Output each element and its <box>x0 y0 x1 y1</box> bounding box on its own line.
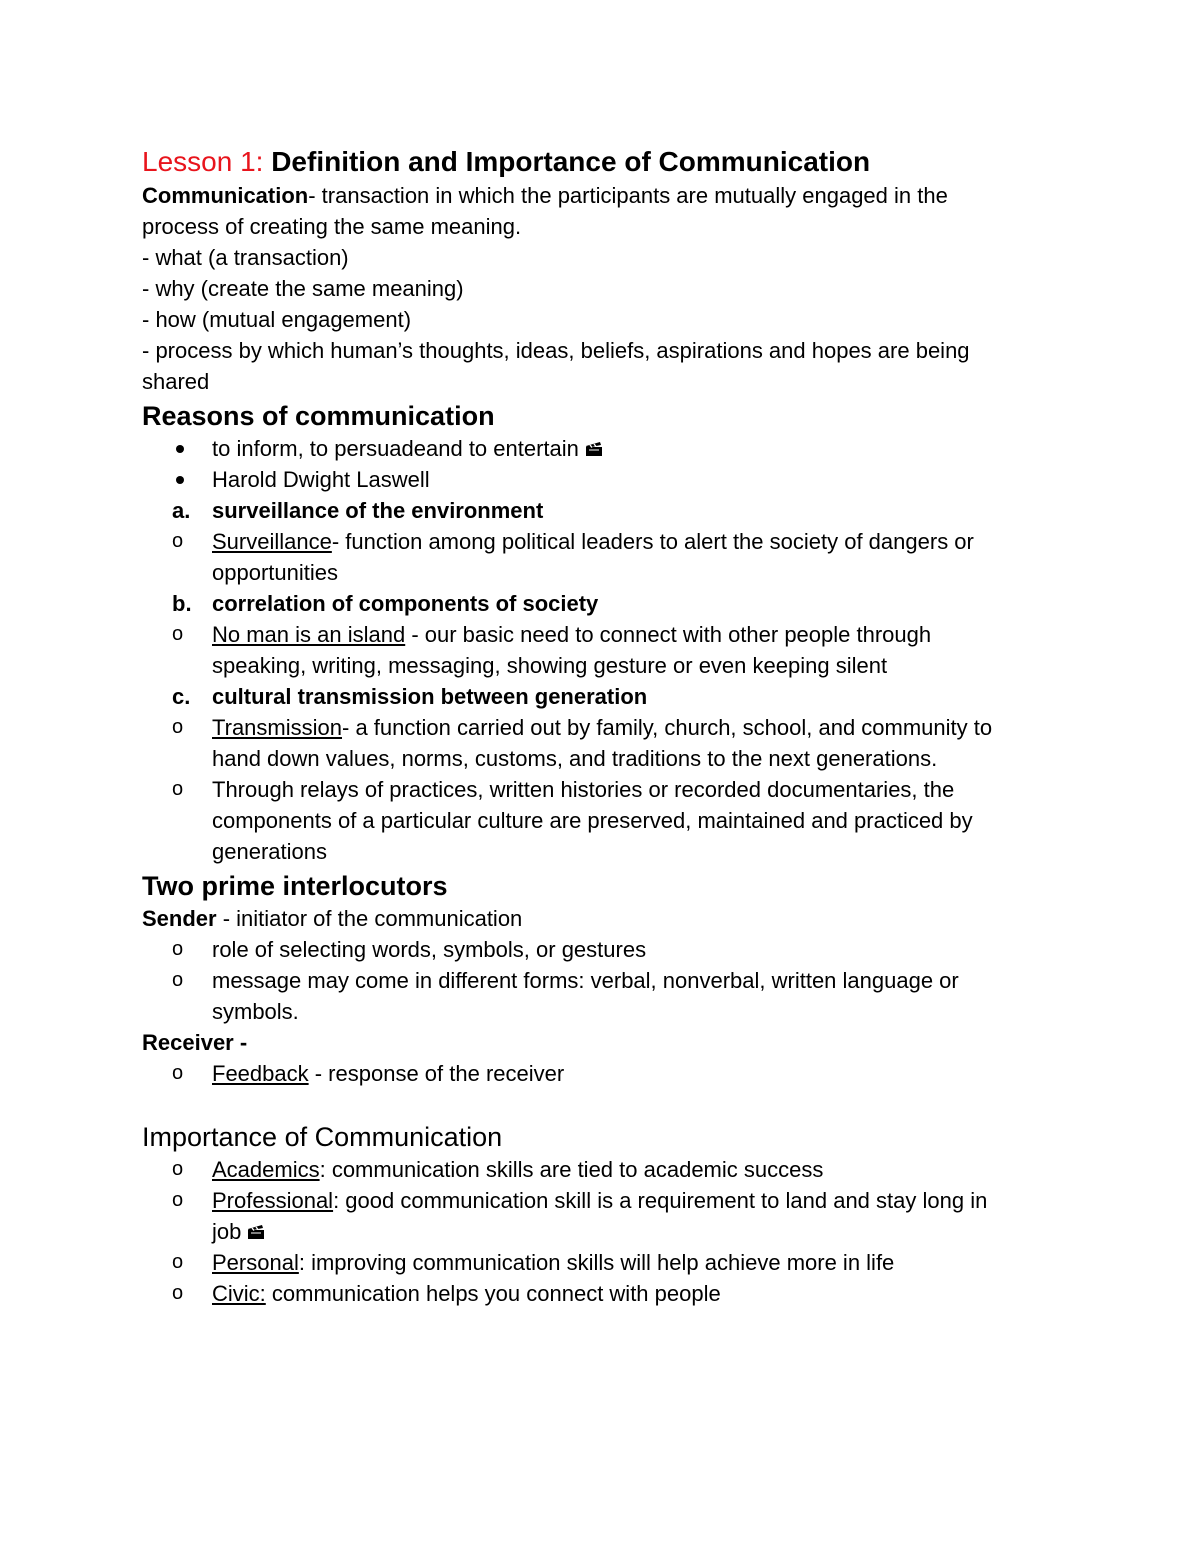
circle-bullet-icon: o <box>172 1282 184 1304</box>
list-letter: b. <box>172 591 192 616</box>
definition-line-2: process of creating the same meaning. <box>142 214 522 239</box>
receiver-term: Receiver - <box>142 1030 248 1055</box>
blank-line <box>142 1089 1072 1120</box>
lesson-title: Definition and Importance of Communication <box>271 146 871 177</box>
circle-bullet-icon: o <box>172 1062 184 1084</box>
list-item: o Transmission- a function carried out by family, church, school, and community to hand down values, norms, customs, and traditions to the next generations. <box>142 712 1072 774</box>
clapper-board-icon <box>247 1224 265 1240</box>
list-item: a. surveillance of the environment <box>142 495 1072 526</box>
circle-bullet-icon: o <box>172 1158 184 1180</box>
definition-line-1: Communication- transaction in which the participants are mutually engaged in the <box>142 183 948 208</box>
clapper-board-icon <box>585 441 603 457</box>
circle-bullet-icon: o <box>172 969 184 991</box>
interlocutors-heading: Two prime interlocutors <box>142 871 448 901</box>
bullet-dot-icon <box>176 445 184 453</box>
circle-bullet-icon: o <box>172 1251 184 1273</box>
circle-bullet-icon: o <box>172 530 184 552</box>
lesson-number: Lesson 1: <box>142 146 264 177</box>
circle-bullet-icon: o <box>172 1189 184 1211</box>
importance-heading: Importance of Communication <box>142 1122 503 1152</box>
list-item: o No man is an island - our basic need to connect with other people through speaking, writing, messaging, showing gesture or even keeping silent <box>142 619 1072 681</box>
list-item: o Surveillance- function among political leaders to alert the society of dangers or opportunities <box>142 526 1072 588</box>
definition-point: - process by which human’s thoughts, ideas, beliefs, aspirations and hopes are being <box>142 338 970 363</box>
list-item: to inform, to persuadeand to entertain <box>142 433 1072 464</box>
document-page <box>142 144 1072 1309</box>
list-item: o Professional: good communication skill is a requirement to land and stay long in job <box>142 1185 1072 1247</box>
page-title <box>142 144 1072 180</box>
definition-term: Communication <box>142 183 309 208</box>
list-item: o Civic: communication helps you connect with people <box>142 1278 1072 1309</box>
definition-point: - how (mutual engagement) <box>142 307 412 332</box>
reasons-heading: Reasons of communication <box>142 401 495 431</box>
list-item: o message may come in different forms: verbal, nonverbal, written language or symbols. <box>142 965 1072 1027</box>
list-letter: a. <box>172 498 191 523</box>
circle-bullet-icon: o <box>172 716 184 738</box>
circle-bullet-icon: o <box>172 623 184 645</box>
circle-bullet-icon: o <box>172 778 184 800</box>
list-item: Harold Dwight Laswell <box>142 464 1072 495</box>
list-item: o Personal: improving communication skills will help achieve more in life <box>142 1247 1072 1278</box>
definition-point-cont: shared <box>142 369 210 394</box>
list-item: o Through relays of practices, written histories or recorded documentaries, the components of a particular culture are preserved, maintained and practiced by generations <box>142 774 1072 867</box>
list-item: o role of selecting words, symbols, or gestures <box>142 934 1072 965</box>
list-letter: c. <box>172 684 191 709</box>
definition-point: - why (create the same meaning) <box>142 276 464 301</box>
circle-bullet-icon: o <box>172 938 184 960</box>
list-item: o Feedback - response of the receiver <box>142 1058 1072 1089</box>
list-item: o Academics: communication skills are tied to academic success <box>142 1154 1072 1185</box>
bullet-dot-icon <box>176 476 184 484</box>
list-item: c. cultural transmission between generation <box>142 681 1072 712</box>
list-item: b. correlation of components of society <box>142 588 1072 619</box>
sender-term: Sender <box>142 906 217 931</box>
definition-point: - what (a transaction) <box>142 245 349 270</box>
sender-line: Sender - initiator of the communication <box>142 906 523 931</box>
